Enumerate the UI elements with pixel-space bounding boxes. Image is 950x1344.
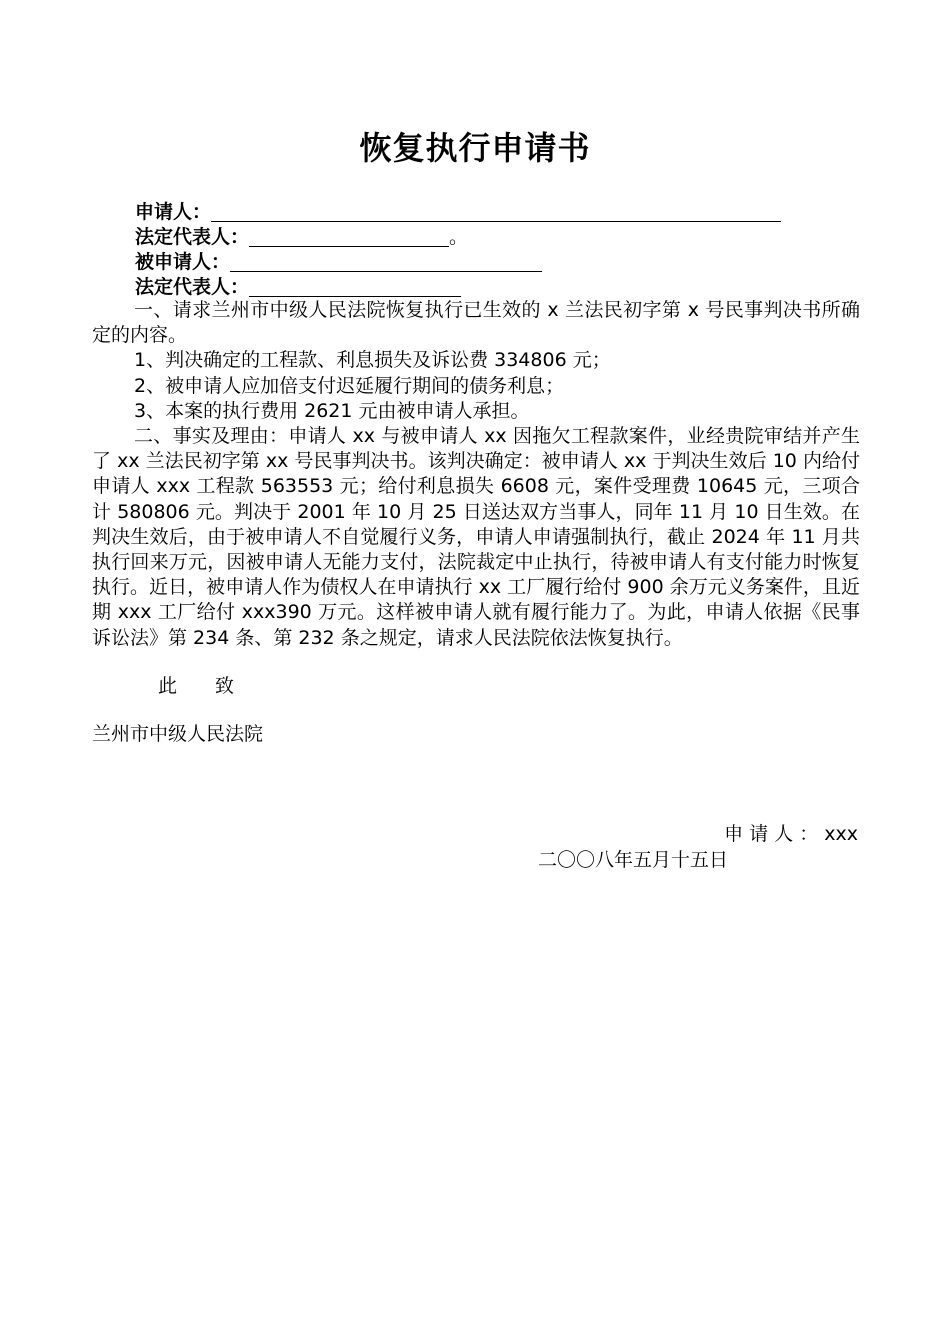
document-date: 二〇〇八年五月十五日 bbox=[538, 849, 729, 871]
legal-rep2-label: 法定代表人： bbox=[135, 276, 250, 298]
paragraph-facts: 二、事实及理由：申请人 xx 与被申请人 xx 因拖欠工程款案件，业经贵院审结并产生了 xx 兰法民初字第 xx 号民事判决书。该判决确定：被申请人 xx 于判决生效后 10 内给付申请人 xxx 工程款 563553 元；给付利息损失 6608 元，案件受理费 10645 元，三项合计 580806 元。判决于 2001 年 10 月 25 日送达双方当事人，同年 11 月 10 日生效。在判决生效后，由于被申请人不自觉履行义务，申请人申请强制执行，截止 2024 年 11 月共执行回来万元，因被申请人无能力支付，法院裁定中止执行，待被申请人有支付能力时恢复执行。近日，被申请人作为债权人在申请执行 xx 工厂履行给付 900 余万元义务案件，且近期 xxx 工厂给付 xxx390 万元。这样被申请人就有履行能力了。为此，申请人依据《民事诉讼法》第 234 条、第 232 条之规定，请求人民法院依法恢复执行。 bbox=[92, 425, 860, 649]
respondent-label: 被申请人： bbox=[135, 251, 231, 273]
paragraph-item-1: 1、判决确定的工程款、利息损失及诉讼费 334806 元； bbox=[134, 349, 611, 372]
applicant-field bbox=[135, 200, 781, 224]
document-title: 恢复执行申请书 bbox=[359, 129, 591, 167]
respondent-field bbox=[135, 250, 542, 274]
applicant-label: 申请人： bbox=[135, 201, 212, 223]
legal-rep-tail: 。 bbox=[449, 226, 469, 248]
legal-rep-blank-line bbox=[249, 226, 449, 247]
paragraph-item-2: 2、被申请人应加倍支付迟延履行期间的债务利息； bbox=[134, 374, 565, 397]
document-body bbox=[92, 298, 860, 651]
legal-rep-field bbox=[135, 225, 468, 249]
legal-rep2-blank-line bbox=[249, 276, 461, 297]
closing-salutation: 此 致 bbox=[158, 675, 235, 697]
signer-line: 申 请 人 ： xxx bbox=[724, 823, 858, 845]
legal-rep-label: 法定代表人： bbox=[135, 226, 250, 248]
applicant-blank-line bbox=[211, 201, 781, 222]
addressee: 兰州市中级人民法院 bbox=[92, 723, 264, 745]
legal-rep2-field bbox=[135, 275, 461, 299]
paragraph-request: 一、请求兰州市中级人民法院恢复执行已生效的 x 兰法民初字第 x 号民事判决书所确定的内容。 bbox=[92, 299, 860, 347]
respondent-blank-line bbox=[230, 251, 542, 272]
paragraph-item-3: 3、本案的执行费用 2621 元由被申请人承担。 bbox=[134, 399, 530, 422]
